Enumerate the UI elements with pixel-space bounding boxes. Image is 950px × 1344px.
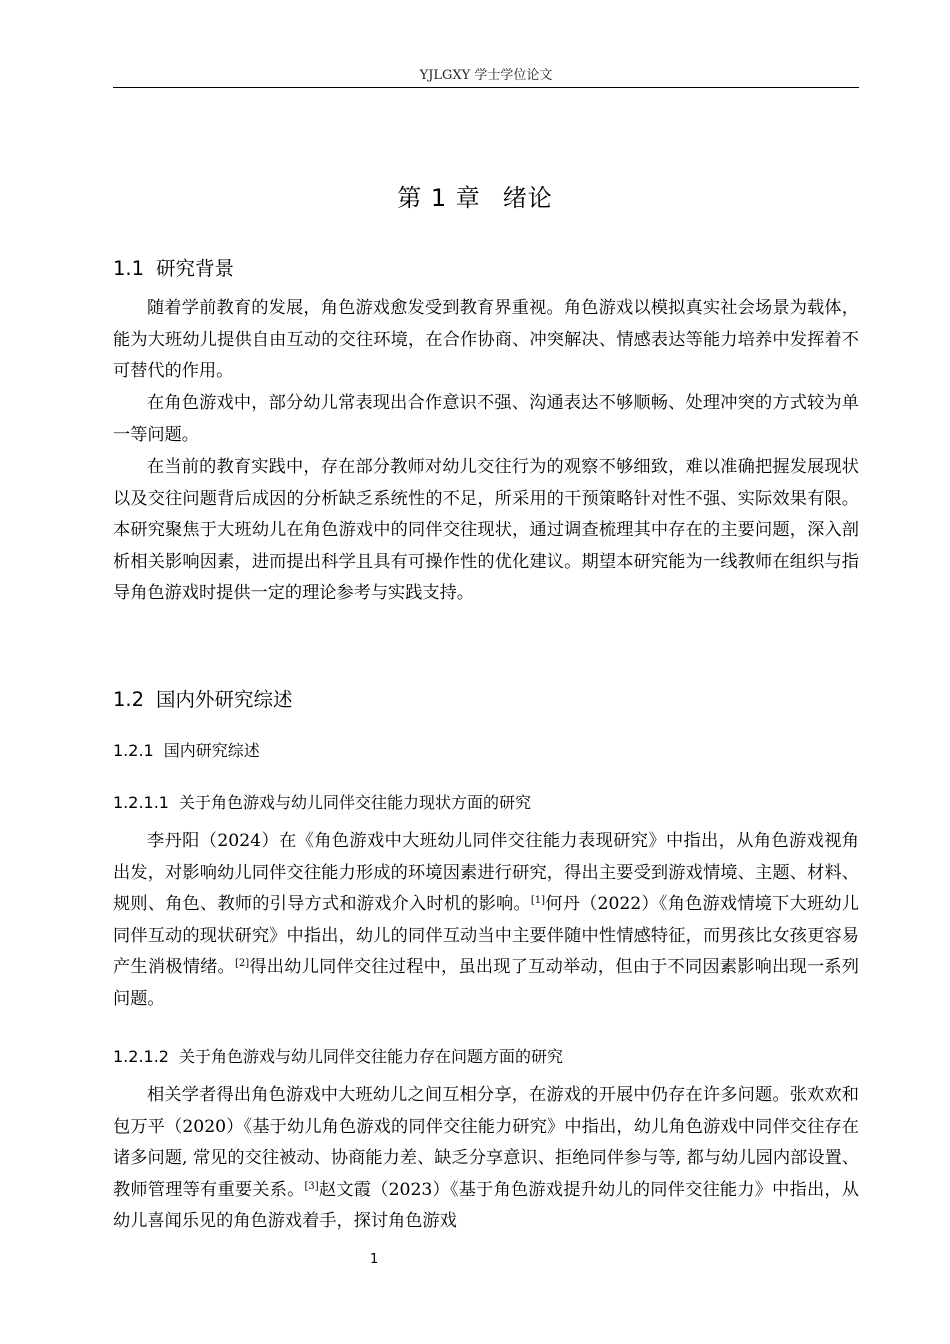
section-heading-1-2 <box>113 684 293 712</box>
text-segment: 赵文霞（2023）《基于角色游戏提升幼儿的同伴交往能力》中指出，从幼儿喜闻乐见的角色游戏着手，探讨角色游戏 <box>113 1179 859 1231</box>
text-segment: 相关学者得出角色游戏中大班幼儿之间互相分享，在游戏的开展中仍存在许多问题。张欢欢和包万平（2020）《基于幼儿角色游戏的同伴交往能力研究》中指出，幼儿角色游戏中同伴交往存在诸多问题, 常见的交往被动、协商能力差、缺乏分享意识、拒绝同伴参与等, 都与幼儿园内部设置、教师管理等有重要关系。 <box>113 1085 859 1200</box>
subsection-number: 1.2.1.2 <box>113 1047 169 1066</box>
text-segment: 得出幼儿同伴交往过程中，虽出现了互动举动，但由于不同因素影响出现一系列问题。 <box>113 957 859 1009</box>
section-number: 1.2 <box>113 688 145 711</box>
citation-ref-1: [1] <box>530 895 546 906</box>
paragraph-background-2: 在角色游戏中，部分幼儿常表现出合作意识不强、沟通表达不够顺畅、处理冲突的方式较为单一等问题。 <box>113 393 859 445</box>
subsection-title: 国内研究综述 <box>163 741 260 760</box>
citation-ref-2: [2] <box>234 958 250 969</box>
chapter-number: 第 1 章 <box>397 184 481 212</box>
paragraph-background-3: 在当前的教育实践中，存在部分教师对幼儿交往行为的观察不够细致，难以准确把握发展现状以及交往问题背后成因的分析缺乏系统性的不足，所采用的干预策略针对性不强、实际效果有限。本研究聚焦于大班幼儿在角色游戏中的同伴交往现状，通过调查梳理其中存在的主要问题，深入剖析相关影响因素，进而提出科学且具有可操作性的优化建议。期望本研究能为一线教师在组织与指导角色游戏时提供一定的理论参考与实践支持。 <box>113 457 859 603</box>
subsection-number: 1.2.1 <box>113 741 154 760</box>
running-header: YJLGXY 学士学位论文 <box>419 68 553 83</box>
section-title: 研究背景 <box>156 257 235 280</box>
chapter-name: 绪论 <box>502 184 553 212</box>
page-number: 1 <box>370 1252 379 1267</box>
section-title: 国内外研究综述 <box>156 688 293 711</box>
paragraph-problem-research <box>113 1080 859 1238</box>
chapter-title <box>0 178 950 213</box>
text-segment: 何丹（2022）《角色游戏情境下大班幼儿同伴互动的现状研究》中指出，幼儿的同伴互动当中主要伴随中性情感特征，而男孩比女孩更容易产生消极情绪。 <box>113 894 859 977</box>
section-number: 1.1 <box>113 257 145 280</box>
subsection-heading-1-2-1 <box>113 738 260 761</box>
subsection-heading-1-2-1-2 <box>113 1044 563 1067</box>
citation-ref-3: [3] <box>304 1180 319 1192</box>
section-heading-1-1 <box>113 253 234 281</box>
subsection-title: 关于角色游戏与幼儿同伴交往能力现状方面的研究 <box>178 793 531 812</box>
text-segment: 李丹阳（2024）在《角色游戏中大班幼儿同伴交往能力表现研究》中指出，从角色游戏视角出发，对影响幼儿同伴交往能力形成的环境因素进行研究，得出主要受到游戏情境、主题、材料、规则、角色、教师的引导方式和游戏介入时机的影响。 <box>113 831 859 914</box>
paragraph-background-1: 随着学前教育的发展，角色游戏愈发受到教育界重视。角色游戏以模拟真实社会场景为载体，能为大班幼儿提供自由互动的交往环境，在合作协商、冲突解决、情感表达等能力培养中发挥着不可替代的作用。 <box>113 298 859 381</box>
paragraph-status-research <box>113 826 859 1015</box>
subsection-number: 1.2.1.1 <box>113 793 169 812</box>
subsection-title: 关于角色游戏与幼儿同伴交往能力存在问题方面的研究 <box>178 1047 563 1066</box>
header-rule <box>113 87 859 88</box>
subsection-heading-1-2-1-1 <box>113 790 531 813</box>
